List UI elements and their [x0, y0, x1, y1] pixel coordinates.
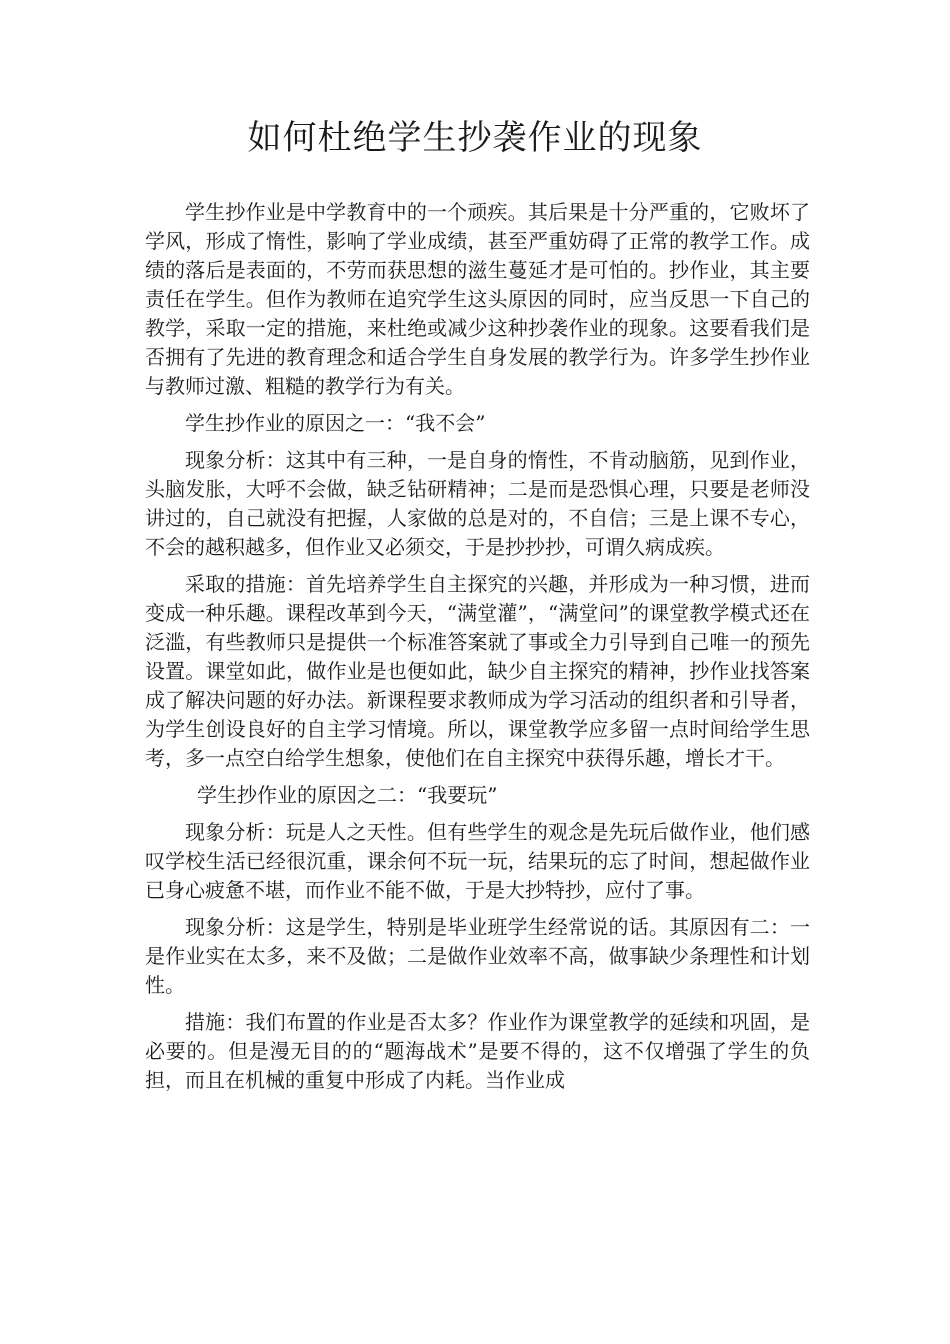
- measures-paragraph: 措施：我们布置的作业是否太多？作业作为课堂教学的延续和巩固，是必要的。但是漫无目的的“题海战术”是要不得的，这不仅增强了学生的负担，而且在机械的重复中形成了内耗。当作业成: [145, 1010, 810, 1092]
- workload-analysis-paragraph: 现象分析：这是学生，特别是毕业班学生经常说的话。其原因有二：一是作业实在太多，来不及做；二是做作业效率不高，做事缺少条理性和计划性。: [145, 915, 810, 997]
- intro-paragraph: 学生抄作业是中学教育中的一个顽疾。其后果是十分严重的，它败坏了学风，形成了惰性，影响了学业成绩，甚至严重妨碍了正常的教学工作。成绩的落后是表面的，不劳而获思想的滋生蔓延才是可怕的。抄作业，其主要责任在学生。但作为教师在追究学生这头原因的同时，应当反思一下自己的教学，采取一定的措施，来杜绝或减少这种抄袭作业的现象。这要看我们是否拥有了先进的教育理念和适合学生自身发展的教学行为。许多学生抄作业与教师过激、粗糙的教学行为有关。: [145, 200, 810, 398]
- document-body: [145, 198, 810, 1103]
- reason-two-analysis-paragraph: 现象分析：玩是人之天性。但有些学生的观念是先玩后做作业，他们感叹学校生活已经很沉重，课余何不玩一玩，结果玩的忘了时间，想起做作业已身心疲惫不堪，而作业不能不做，于是大抄特抄，应付了事。: [145, 820, 810, 902]
- reason-two-heading: 学生抄作业的原因之二：“我要玩”: [197, 783, 498, 807]
- document-title: 如何杜绝学生抄袭作业的现象: [247, 118, 703, 158]
- reason-one-heading: 学生抄作业的原因之一：“我不会”: [185, 411, 486, 435]
- reason-one-analysis-paragraph: 现象分析：这其中有三种，一是自身的惰性，不肯动脑筋，见到作业，头脑发胀，大呼不会做，缺乏钻研精神；二是而是恐惧心理，只要是老师没讲过的，自己就没有把握，人家做的总是对的，不自信；三是上课不专心，不会的越积越多，但作业又必须交，于是抄抄抄，可谓久病成疾。: [145, 448, 810, 559]
- reason-one-measures-paragraph: 采取的措施：首先培养学生自主探究的兴趣，并形成为一种习惯，进而变成一种乐趣。课程改革到今天，“满堂灌”，“满堂问”的课堂教学模式还在泛滥，有些教师只是提供一个标准答案就了事或全力引导到自己唯一的预先设置。课堂如此，做作业是也便如此，缺少自主探究的精神，抄作业找答案成了解决问题的好办法。新课程要求教师成为学习活动的组织者和引导者，为学生创设良好的自主学习情境。所以，课堂教学应多留一点时间给学生思考，多一点空白给学生想象，使他们在自主探究中获得乐趣，增长才干。: [145, 572, 810, 770]
